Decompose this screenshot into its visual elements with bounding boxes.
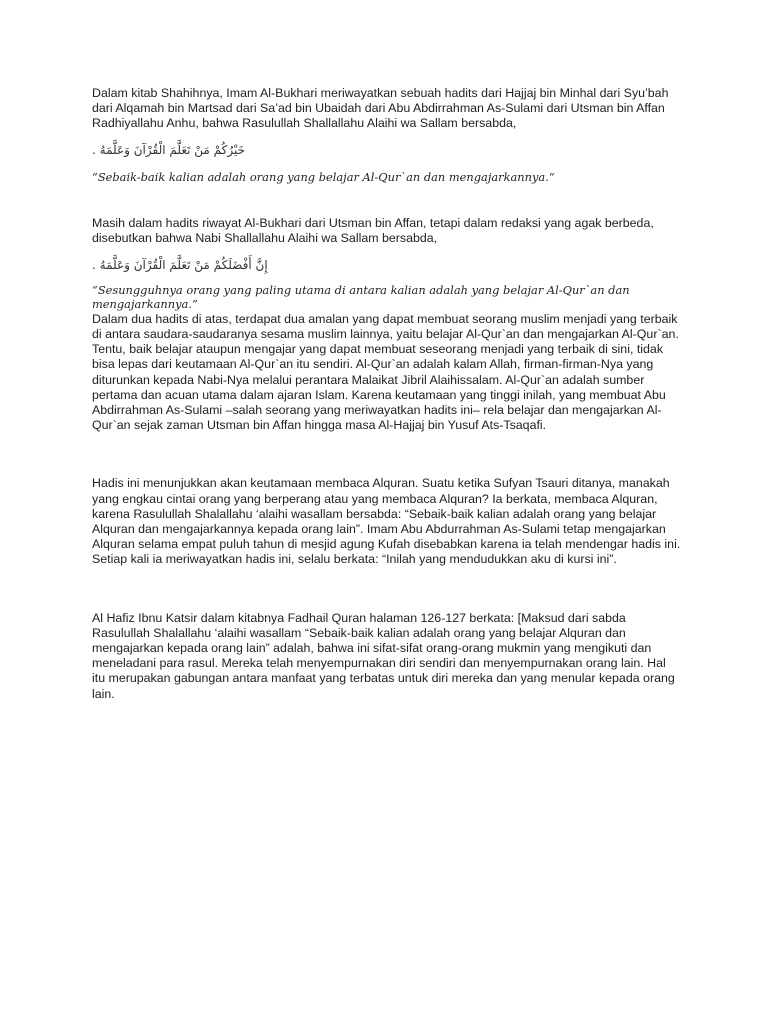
paragraph-ibnu-katsir: Al Hafiz Ibnu Katsir dalam kitabnya Fadhail Quran halaman 126-127 berkata: [Maksud dari sabda Rasulullah Shalallahu ‘alaihi wasallam “Sebaik-baik kalian adalah orang yang belajar Alquran dan mengajarkan kepada orang lain” adalah, bahwa ini sifat-sifat orang-orang mukmin yang mengikuti dan meneladani para rasul. Mereka telah menyempurnakan diri sendiri dan menyempurnakan orang lain. Hal itu merupakan gabungan antara manfaat yang terbatas untuk diri mereka dan yang menular kepada orang lain. <box>92 610 675 701</box>
translation-1: “Sebaik-baik kalian adalah orang yang belajar Al-Qur`an dan mengajarkannya.“ <box>92 169 555 184</box>
translation-2: “Sesungguhnya orang yang paling utama di antara kalian adalah yang belajar Al-Qur`an dan mengajarkannya.” <box>92 282 630 312</box>
arabic-hadith-2: إِنَّ أَفْضَلَكُمْ مَنْ تَعَلَّمَ الْقُرْآنَ وَعَلَّمَهُ . <box>92 257 268 272</box>
paragraph-intro-2: Masih dalam hadits riwayat Al-Bukhari dari Utsman bin Affan, tetapi dalam redaksi yang agak berbeda, disebutkan bahwa Nabi Shallallahu Alaihi wa Sallam bersabda, <box>92 216 654 246</box>
paragraph-sufyan: Hadis ini menunjukkan akan keutamaan membaca Alquran. Suatu ketika Sufyan Tsauri ditanya, manakah yang engkau cintai orang yang berperang atau yang membaca Alquran? Ia berkata, membaca Alquran, karena Rasulullah Shalallahu ‘alaihi wasallam bersabda: “Sebaik-baik kalian adalah orang yang belajar Alquran dan mengajarkannya kepada orang lain”. Imam Abu Abdurrahman As-Sulami tetap mengajarkan Alquran selama empat puluh tahun di mesjid agung Kufah disebabkan karena ia telah mendengar hadis ini. Setiap kali ia meriwayatkan hadis ini, selalu berkata: “Inilah yang mendudukkan aku di kursi ini”. <box>92 476 681 567</box>
arabic-hadith-1: خَيْرُكُمْ مَنْ تَعَلَّمَ الْقُرْآنَ وَعَلَّمَهُ . <box>92 142 246 157</box>
paragraph-explanation: Dalam dua hadits di atas, terdapat dua amalan yang dapat membuat seorang muslim menjadi yang terbaik di antara saudara-saudaranya sesama muslim lainnya, yaitu belajar Al-Qur`an dan mengajarkan Al-Qur`an. Tentu, baik belajar ataupun mengajar yang dapat membuat seseorang menjadi yang terbaik di sini, tidak bisa lepas dari keutamaan Al-Qur`an itu sendiri. Al-Qur`an adalah kalam Allah, firman-firman-Nya yang diturunkan kepada Nabi-Nya melalui perantara Malaikat Jibril Alaihissalam. Al-Qur`an adalah sumber pertama dan acuan utama dalam ajaran Islam. Karena keutamaan yang tinggi inilah, yang membuat Abu Abdirrahman As-Sulami –salah seorang yang meriwayatkan hadits ini– rela belajar dan mengajarkan Al-Qur`an sejak zaman Utsman bin Affan hingga masa Al-Hajjaj bin Yusuf Ats-Tsaqafi. <box>92 311 679 433</box>
document-page <box>92 86 682 702</box>
paragraph-intro-1: Dalam kitab Shahihnya, Imam Al-Bukhari meriwayatkan sebuah hadits dari Hajjaj bin Minhal dari Syu’bah dari Alqamah bin Martsad dari Sa’ad bin Ubaidah dari Abu Abdirrahman As-Sulami dari Utsman bin Affan Radhiyallahu Anhu, bahwa Rasulullah Shallallahu Alaihi wa Sallam bersabda, <box>92 86 669 131</box>
